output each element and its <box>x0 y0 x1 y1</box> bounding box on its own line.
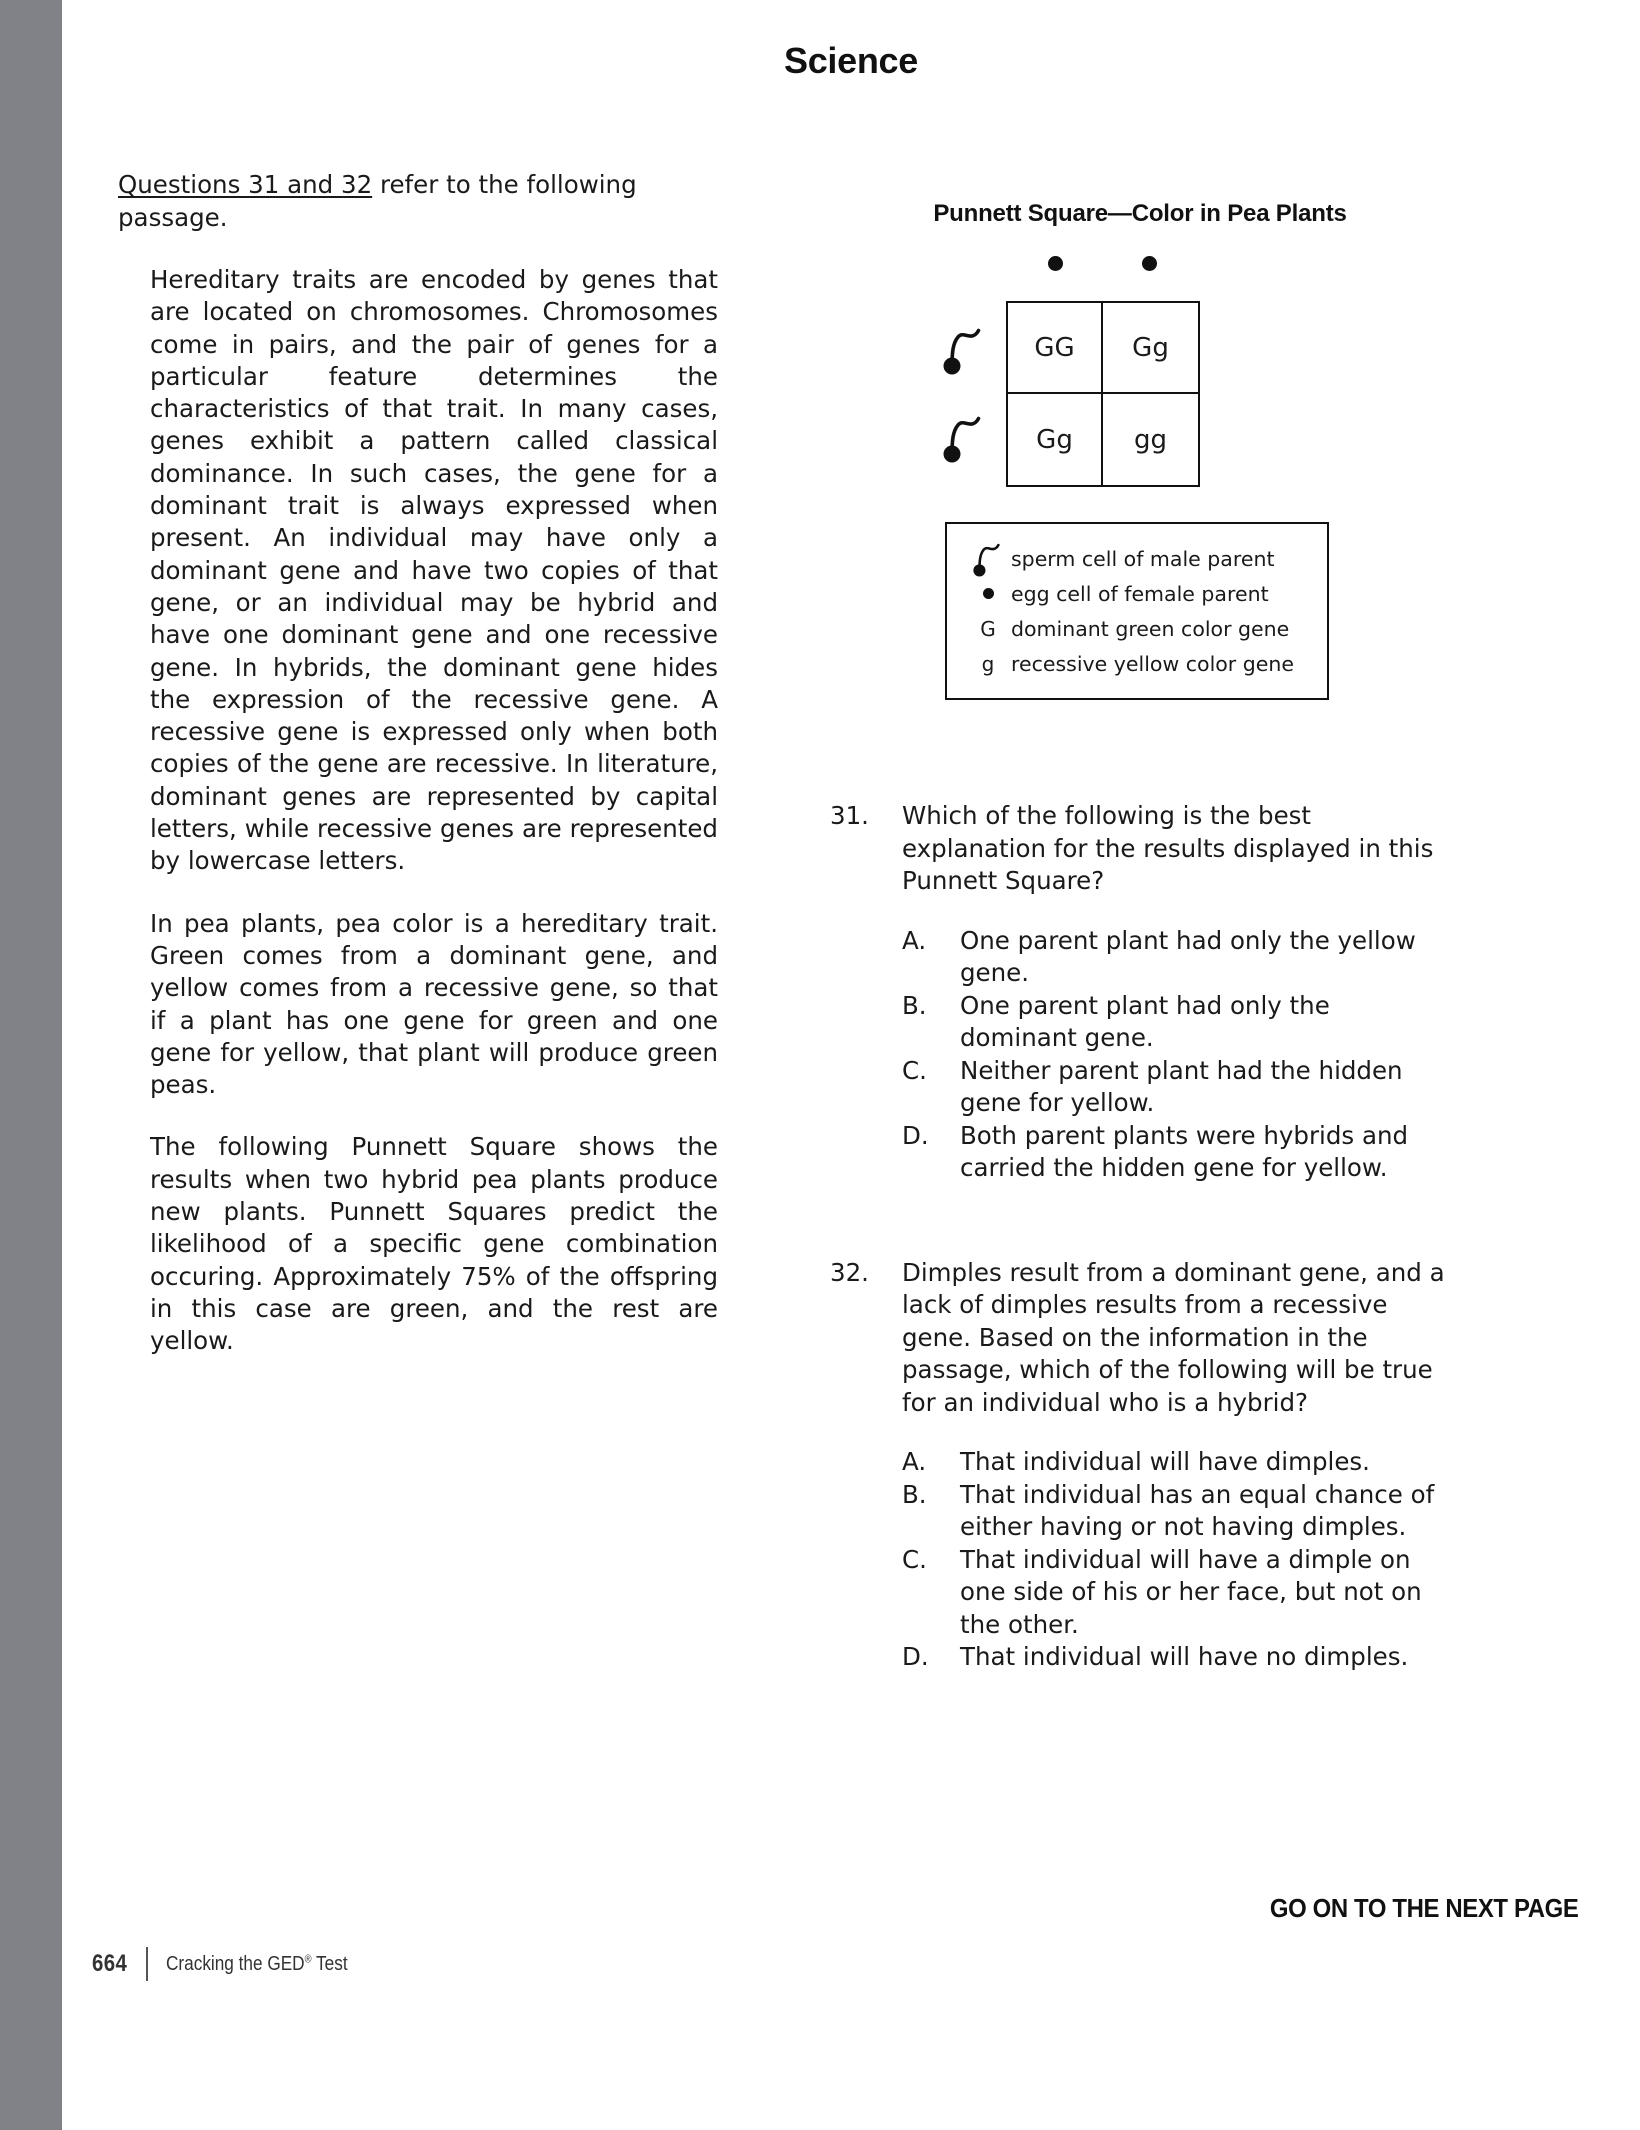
question-32 <box>830 1257 1450 1674</box>
choice-d[interactable] <box>902 1120 1450 1185</box>
legend-item-egg <box>947 576 1327 611</box>
page-footer <box>92 1947 377 1981</box>
punnett-cell-r0c0: GG <box>1008 303 1103 394</box>
punnett-top-egg-symbols <box>1008 256 1196 271</box>
punnett-square-figure <box>830 256 1450 486</box>
choice-b[interactable] <box>902 990 1450 1055</box>
passage-paragraph-1: Hereditary traits are encoded by genes that are located on chromosomes. Chromosomes come in pairs, and the pair of genes for a particular feature determines the characteristics of that trait. In many cases, genes exhibit a pattern called classical dominance. In such cases, the gene for a dominant trait is always expressed when present. An individual may have only a dominant gene and have two copies of that gene, or an individual may be hybrid and have one dominant gene and one recessive gene. In hybrids, the dominant gene hides the expression of the recessive gene. A recessive gene is expressed only when both copies of the gene are recessive. In literature, dominant genes are represented by capital letters, while recessive genes are represented by lowercase letters. <box>150 265 718 876</box>
punnett-cell-r1c1: gg <box>1133 424 1167 455</box>
egg-cell-icon <box>1142 256 1157 271</box>
page-title: Science <box>784 40 918 81</box>
question-32-choices <box>902 1446 1450 1674</box>
punnett-cell-r1c0: Gg <box>1008 394 1103 485</box>
choice-c[interactable] <box>902 1055 1450 1120</box>
figure-and-questions-column <box>830 200 1450 1674</box>
book-title-pre: Cracking the GED <box>165 1952 305 1975</box>
legend-label: egg cell of female parent <box>1011 581 1269 606</box>
legend-item-sperm <box>947 541 1327 576</box>
choice-c[interactable] <box>902 1544 1450 1642</box>
choice-text: That individual will have dimples. <box>960 1447 1370 1476</box>
passage-paragraph-3: The following Punnett Square shows the results when two hybrid pea plants produce new plants. Punnett Squares predict the likelihood of a specific gene combination occuring. Approximately 75% of the offspring in this case are green, and the rest are yellow. <box>150 1132 718 1356</box>
choice-text: That individual will have a dimple on one side of his or her face, but not on the other. <box>960 1544 1422 1639</box>
passage-lead-in <box>118 168 718 234</box>
legend-label: dominant green color gene <box>1011 616 1290 641</box>
figure-title: Punnett Square—Color in Pea Plants <box>933 200 1347 227</box>
choice-text: One parent plant had only the yellow gene. <box>960 925 1416 987</box>
choice-letter: D. <box>902 1642 929 1671</box>
choice-text: That individual has an equal chance of either having or not having dimples. <box>960 1479 1435 1541</box>
legend-label: sperm cell of male parent <box>1011 546 1275 571</box>
page-edge-gutter-bar <box>0 0 62 2130</box>
choice-letter: D. <box>902 1120 929 1150</box>
dominant-gene-letter: G <box>980 616 996 641</box>
question-stem: Which of the following is the best explanation for the results displayed in this Punnett Square? <box>902 801 1434 895</box>
choice-letter: A. <box>902 925 927 955</box>
egg-cell-icon <box>965 588 1011 599</box>
sperm-cell-icon <box>943 325 985 375</box>
book-title <box>166 1953 348 1976</box>
choice-a[interactable] <box>902 925 1450 990</box>
page-number: 664 <box>92 1950 128 1977</box>
choice-letter: B. <box>902 1479 927 1509</box>
choice-text: One parent plant had only the dominant gene. <box>960 990 1330 1052</box>
choice-a[interactable] <box>902 1446 1450 1479</box>
passage-column <box>118 168 718 1358</box>
choice-text: Both parent plants were hybrids and carried the hidden gene for yellow. <box>960 1120 1409 1182</box>
question-number: 32. <box>830 1257 869 1287</box>
choice-letter: B. <box>902 990 927 1020</box>
book-title-post: Test <box>311 1952 348 1975</box>
legend-label: recessive yellow color gene <box>1011 651 1294 676</box>
choice-letter: C. <box>902 1544 927 1574</box>
choice-letter: A. <box>902 1447 927 1476</box>
question-stem: Dimples result from a dominant gene, and a lack of dimples results from a recessive gene. Based on the information in the passage, which of the following will be true for an individual who is a hybrid? <box>902 1257 1445 1417</box>
passage-lead-in-underlined: Questions 31 and 32 <box>118 170 373 199</box>
punnett-grid <box>1006 301 1200 487</box>
question-31 <box>830 800 1450 1185</box>
choice-letter: C. <box>902 1055 927 1085</box>
question-number: 31. <box>830 801 869 830</box>
figure-legend <box>945 522 1329 700</box>
choice-text: That individual will have no dimples. <box>960 1642 1409 1671</box>
choice-text: Neither parent plant had the hidden gene for yellow. <box>960 1055 1403 1117</box>
passage-paragraph-2: In pea plants, pea color is a hereditary trait. Green comes from a dominant gene, and yellow comes from a recessive gene, so that if a plant has one gene for green and one gene for yellow, that plant will produce green peas. <box>150 908 718 1100</box>
sperm-cell-icon <box>943 413 985 463</box>
question-31-choices <box>902 925 1450 1185</box>
legend-item-recessive-gene <box>947 646 1327 681</box>
recessive-gene-letter: g <box>981 651 995 676</box>
punnett-side-sperm-symbols <box>943 306 985 482</box>
legend-item-dominant-gene <box>947 611 1327 646</box>
go-on-notice: GO ON TO THE NEXT PAGE <box>1269 1893 1578 1923</box>
sperm-cell-icon <box>965 541 1011 577</box>
question-31-prompt <box>830 800 1450 898</box>
egg-cell-icon <box>1048 256 1063 271</box>
choice-d[interactable] <box>902 1641 1450 1674</box>
question-32-prompt <box>830 1257 1450 1420</box>
registered-trademark-icon: ® <box>304 1952 312 1965</box>
choice-b[interactable] <box>902 1479 1450 1544</box>
footer-divider <box>146 1947 148 1981</box>
passage-lead-in-rest: refer to the following passage. <box>118 170 637 232</box>
punnett-cell-r0c1: Gg <box>1103 303 1198 394</box>
